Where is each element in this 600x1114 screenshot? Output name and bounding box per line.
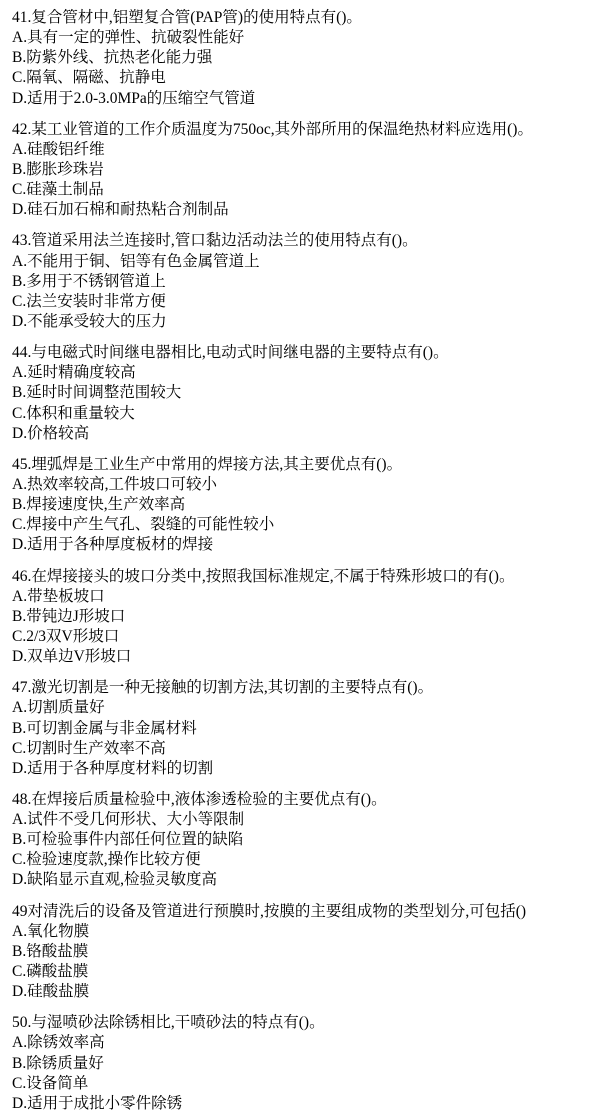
option-item[interactable]: A.具有一定的弹性、抗破裂性能好 bbox=[12, 29, 245, 47]
question-stem: 48.在焊接后质量检验中,液体渗透检验的主要优点有()。 bbox=[12, 790, 387, 808]
option-item[interactable]: D.适用于2.0-3.0MPa的压缩空气管道 bbox=[12, 89, 256, 107]
option-item[interactable]: C.检验速度款,操作比较方便 bbox=[12, 851, 201, 869]
question-item bbox=[12, 231, 590, 332]
option-item[interactable]: C.硅藻土制品 bbox=[12, 181, 104, 199]
option-item[interactable]: D.适用于各种厚度材料的切割 bbox=[12, 759, 214, 777]
option-item[interactable]: B.带钝边J形坡口 bbox=[12, 607, 126, 625]
option-item[interactable]: C.体积和重量较大 bbox=[12, 404, 135, 422]
question-options bbox=[12, 810, 590, 891]
question-options bbox=[12, 28, 590, 109]
question-options bbox=[12, 140, 590, 221]
option-item[interactable]: A.硅酸铝纤维 bbox=[12, 140, 105, 158]
question-options bbox=[12, 698, 590, 779]
question-stem: 43.管道采用法兰连接时,管口黏边活动法兰的使用特点有()。 bbox=[12, 232, 418, 250]
option-item[interactable]: B.除锈质量好 bbox=[12, 1054, 104, 1072]
question-options bbox=[12, 363, 590, 444]
option-item[interactable]: A.除锈效率高 bbox=[12, 1034, 105, 1052]
question-stem: 47.激光切割是一种无接触的切割方法,其切割的主要特点有()。 bbox=[12, 679, 434, 697]
option-item[interactable]: A.不能用于铜、铝等有色金属管道上 bbox=[12, 252, 260, 270]
question-stem: 41.复合管材中,铝塑复合管(PAP管)的使用特点有()。 bbox=[12, 9, 362, 26]
option-item[interactable]: A.试件不受几何形状、大小等限制 bbox=[12, 811, 245, 829]
option-item[interactable]: C.隔氧、隔磁、抗静电 bbox=[12, 69, 166, 87]
question-item bbox=[12, 567, 590, 668]
option-item[interactable]: C.设备简单 bbox=[12, 1074, 89, 1092]
option-item[interactable]: B.膨胀珍珠岩 bbox=[12, 160, 104, 178]
option-item[interactable]: C.2/3双V形坡口 bbox=[12, 627, 120, 645]
question-item bbox=[12, 1013, 590, 1114]
option-item[interactable]: D.不能承受较大的压力 bbox=[12, 312, 167, 330]
option-item[interactable]: C.磷酸盐膜 bbox=[12, 963, 89, 981]
option-item[interactable]: B.铬酸盐膜 bbox=[12, 942, 89, 960]
option-item[interactable]: D.硅酸盐膜 bbox=[12, 983, 90, 1001]
option-item[interactable]: C.焊接中产生气孔、裂缝的可能性较小 bbox=[12, 516, 275, 534]
option-item[interactable]: D.缺陷显示直观,检验灵敏度高 bbox=[12, 871, 217, 889]
question-options bbox=[12, 1033, 590, 1114]
question-options bbox=[12, 252, 590, 333]
option-item[interactable]: C.切割时生产效率不高 bbox=[12, 739, 166, 757]
question-item bbox=[12, 120, 590, 221]
option-item[interactable]: B.防紫外线、抗热老化能力强 bbox=[12, 49, 213, 67]
option-item[interactable]: D.适用于成批小零件除锈 bbox=[12, 1094, 183, 1112]
option-item[interactable]: B.多用于不锈钢管道上 bbox=[12, 272, 166, 290]
option-item[interactable]: B.可检验事件内部任何位置的缺陷 bbox=[12, 831, 244, 849]
question-options bbox=[12, 587, 590, 668]
question-options bbox=[12, 475, 590, 556]
option-item[interactable]: B.可切割金属与非金属材料 bbox=[12, 719, 197, 737]
question-stem: 50.与湿喷砂法除锈相比,干喷砂法的特点有()。 bbox=[12, 1014, 325, 1032]
question-stem: 49对清洗后的设备及管道进行预膜时,按膜的主要组成物的类型划分,可包括() bbox=[12, 902, 527, 920]
option-item[interactable]: D.价格较高 bbox=[12, 424, 90, 442]
option-item[interactable]: B.延时时间调整范围较大 bbox=[12, 384, 182, 402]
question-item bbox=[12, 343, 590, 444]
option-item[interactable]: D.适用于各种厚度板材的焊接 bbox=[12, 536, 214, 554]
question-item bbox=[12, 455, 590, 556]
option-item[interactable]: A.带垫板坡口 bbox=[12, 587, 105, 605]
option-item[interactable]: A.切割质量好 bbox=[12, 699, 105, 717]
question-item bbox=[12, 8, 590, 109]
question-item bbox=[12, 678, 590, 779]
question-item bbox=[12, 902, 590, 1003]
option-item[interactable]: C.法兰安装时非常方便 bbox=[12, 292, 166, 310]
question-stem: 42.某工业管道的工作介质温度为750oc,其外部所用的保温绝热材料应选用()。 bbox=[12, 120, 533, 138]
question-stem: 45.埋弧焊是工业生产中常用的焊接方法,其主要优点有()。 bbox=[12, 455, 403, 473]
question-item bbox=[12, 790, 590, 891]
option-item[interactable]: A.热效率较高,工件坡口可较小 bbox=[12, 475, 217, 493]
question-stem: 46.在焊接接头的坡口分类中,按照我国标准规定,不属于特殊形坡口的有()。 bbox=[12, 567, 515, 585]
option-item[interactable]: D.双单边V形坡口 bbox=[12, 648, 132, 666]
option-item[interactable]: A.氧化物膜 bbox=[12, 922, 90, 940]
option-item[interactable]: A.延时精确度较高 bbox=[12, 364, 136, 382]
question-options bbox=[12, 922, 590, 1003]
option-item[interactable]: B.焊接速度快,生产效率高 bbox=[12, 496, 186, 514]
option-item[interactable]: D.硅石加石棉和耐热粘合剂制品 bbox=[12, 201, 229, 219]
question-stem: 44.与电磁式时间继电器相比,电动式时间继电器的主要特点有()。 bbox=[12, 344, 449, 362]
